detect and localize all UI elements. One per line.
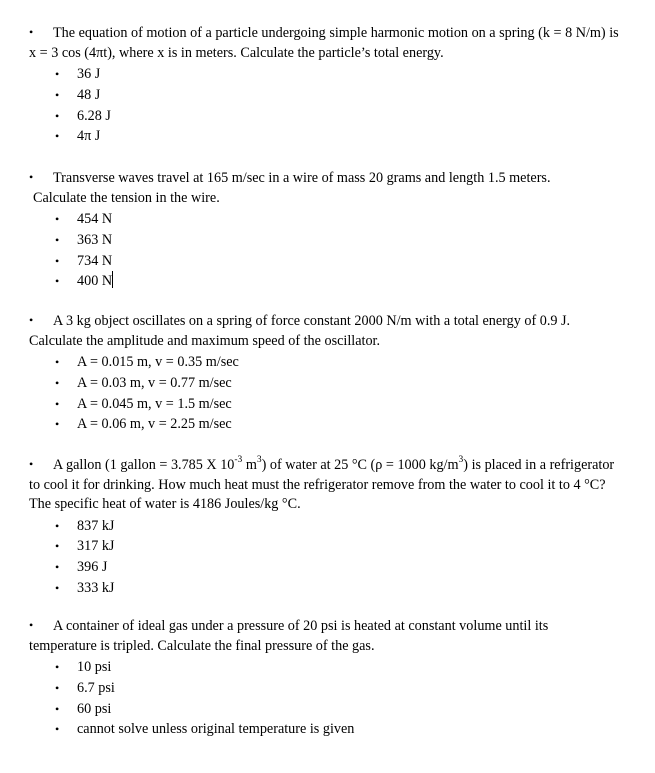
question-2-option-3[interactable]: • 734 N [29,251,619,272]
bullet-icon: • [55,660,60,674]
question-2-text-block [29,168,619,189]
bullet-icon: • [55,232,60,247]
question-1-option-4[interactable]: • 4π J [29,126,619,147]
bullet-icon: • [55,129,60,144]
question-3-options [29,352,619,435]
question-3-text[interactable]: A 3 kg object oscillates on a spring of force constant 2000 N/m with a total energy of 0.9 J. Calculate the amplitude and maximum speed of the oscillator. [29,313,571,349]
question-3-option-3[interactable]: • A = 0.045 m, v = 1.5 m/sec [29,394,619,415]
bullet-icon: • [29,313,34,327]
bullet-icon: • [55,274,60,289]
bullet-icon: • [55,87,60,102]
bullet-icon: • [29,457,34,471]
bullet-icon: • [55,417,60,432]
bullet-icon: • [55,539,60,554]
bullet-icon: • [55,518,60,533]
question-2-option-4[interactable]: • 400 N [29,271,619,292]
question-2-text-line-2[interactable]: Calculate the tension in the wire. [33,189,220,206]
question-1-text-block [29,23,619,63]
bullet-icon: • [55,560,60,575]
bullet-icon: • [55,212,60,226]
question-4-option-2[interactable]: • 317 kJ [29,536,619,557]
bullet-icon: • [55,396,60,411]
question-1 [29,23,619,147]
question-3-option-2[interactable]: • A = 0.03 m, v = 0.77 m/sec [29,373,619,394]
question-4-options [29,516,619,599]
text-cursor [112,271,113,288]
question-2-option-1[interactable]: • 454 N [29,209,619,230]
question-4-option-1[interactable]: • 837 kJ [29,516,619,537]
question-4-text: A gallon (1 gallon = 3.785 X $10^{-3}$ $m^3$) of water at 25 °C (ρ = 1000 $kg/m^3$) is placed in a refrigerator to cool it for drinking. How much heat must the refrigerator remove from the water to cool it to 4 °C? The specific heat of water is 4186 Joules/kg °C. [29,455,615,512]
question-5-text[interactable]: A container of ideal gas under a pressure of 20 psi is heated at constant volume until its temperature is tripled. Calculate the final pressure of the gas. [29,618,549,654]
question-2-text-line-1[interactable]: Transverse waves travel at 165 m/sec in a wire of mass 20 grams and length 1.5 meters. [53,170,551,186]
bullet-icon: • [29,25,34,39]
bullet-icon: • [55,722,60,737]
bullet-icon: • [55,253,60,268]
question-3-option-1[interactable]: • A = 0.015 m, v = 0.35 m/sec [29,352,619,373]
question-5 [29,616,619,740]
bullet-icon: • [55,355,60,369]
question-4-option-4[interactable]: • 333 kJ [29,578,619,599]
question-5-text-block [29,616,619,656]
question-5-option-3[interactable]: • 60 psi [29,699,619,720]
question-3-option-4[interactable]: • A = 0.06 m, v = 2.25 m/sec [29,414,619,435]
question-2-option-2[interactable]: • 363 N [29,230,619,251]
question-5-option-2[interactable]: • 6.7 psi [29,678,619,699]
question-1-options [29,64,619,147]
question-5-option-1[interactable]: • 10 psi [29,657,619,678]
question-5-options [29,657,619,740]
bullet-icon: • [55,580,60,595]
question-3-text-block [29,311,619,351]
question-1-text[interactable]: The equation of motion of a particle undergoing simple harmonic motion on a spring (k = 8 N/m) is x = 3 cos (4πt), where x is in meters. Calculate the particle’s total energy. [29,25,619,61]
question-1-option-3[interactable]: • 6.28 J [29,106,619,127]
bullet-icon: • [29,170,34,184]
question-1-option-1[interactable]: • 36 J [29,64,619,85]
bullet-icon: • [29,618,34,632]
question-2-options [29,209,619,292]
bullet-icon: • [55,108,60,123]
bullet-icon: • [55,375,60,390]
bullet-icon: • [55,67,60,81]
question-4 [29,455,619,599]
bullet-icon: • [55,701,60,716]
question-5-option-4[interactable]: • cannot solve unless original temperature is given [29,719,619,740]
question-4-text-block[interactable] [29,455,619,515]
question-3 [29,311,619,435]
question-1-option-2[interactable]: • 48 J [29,85,619,106]
question-4-option-3[interactable]: • 396 J [29,557,619,578]
bullet-icon: • [55,680,60,695]
question-2 [29,168,619,292]
